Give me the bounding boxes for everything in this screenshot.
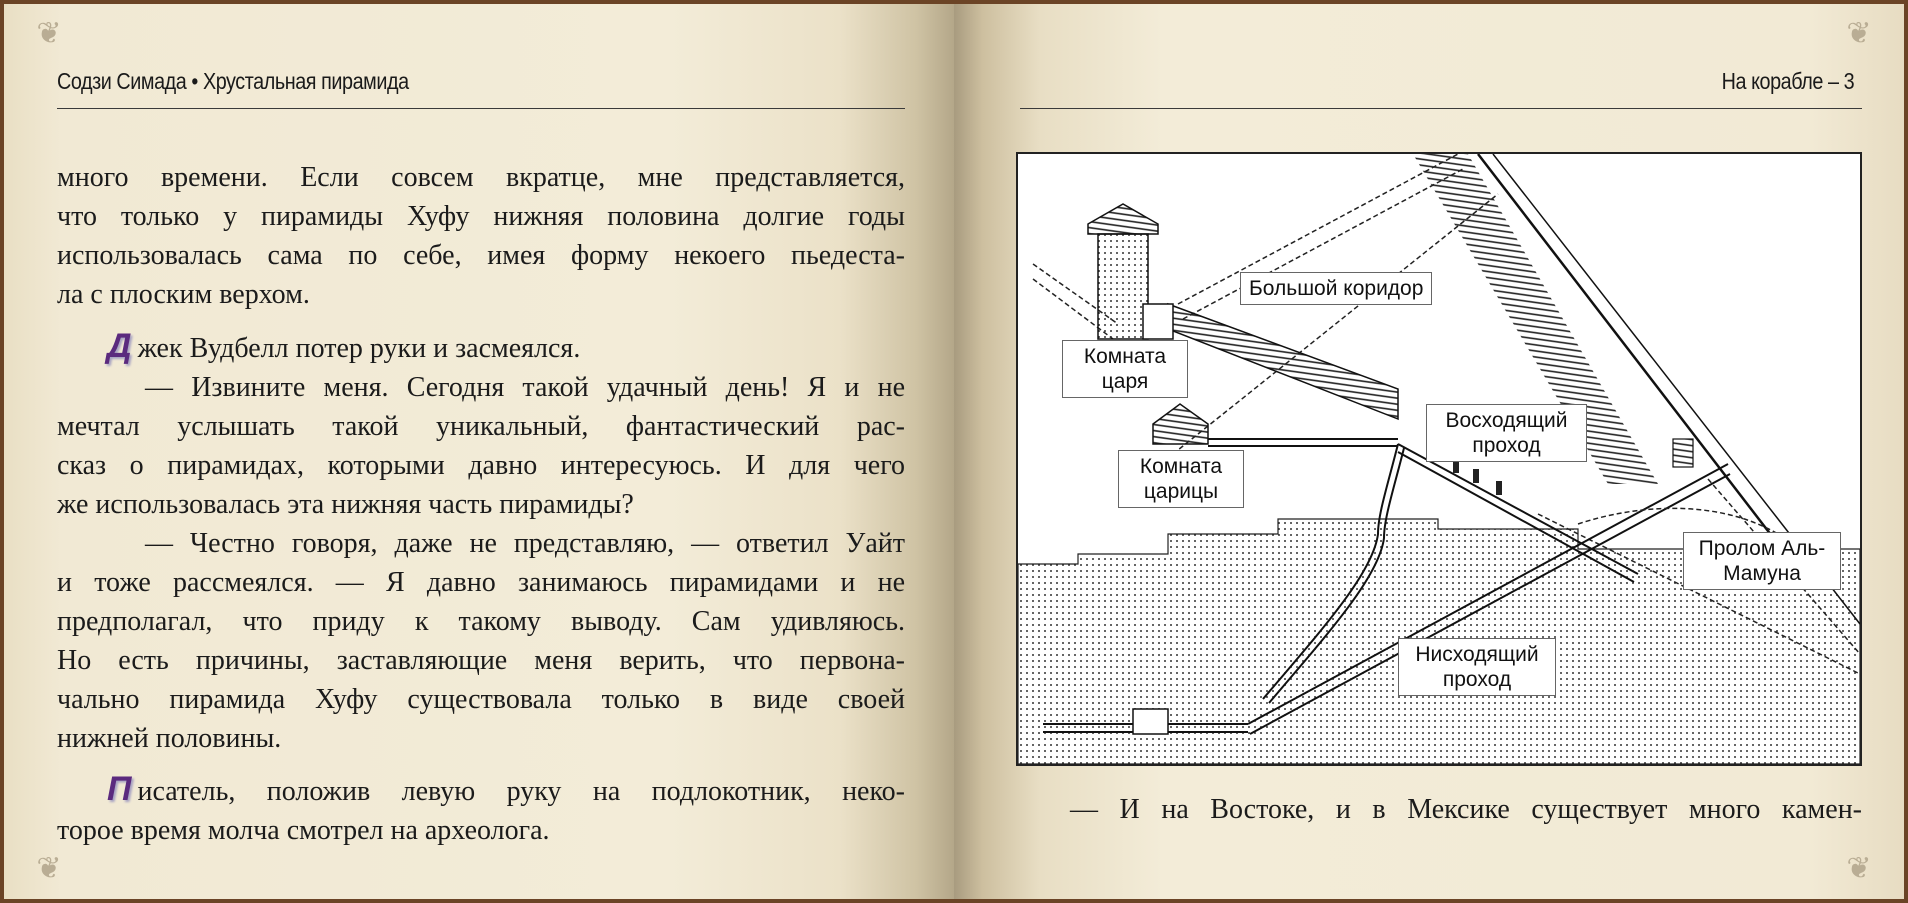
label-kings-chamber: Комната царя (1062, 340, 1188, 398)
label-ascending-passage: Восходящий проход (1426, 404, 1587, 462)
text-line: мечтал услышать такой уникальный, фантастический рас- (57, 411, 905, 442)
label-al-mamun-breach: Пролом Аль-Мамуна (1683, 532, 1841, 590)
paragraph-1 (57, 158, 905, 314)
ornament-corner-icon: ❦ (1846, 851, 1872, 886)
header-divider (57, 108, 905, 109)
text-line: много времени. Если совсем вкратце, мне представляется, (57, 162, 905, 193)
text-line: — Извините меня. Сегодня такой удачный день! Я и не (145, 372, 905, 403)
label-grand-gallery: Большой коридор (1240, 272, 1432, 305)
right-page (954, 4, 1904, 899)
label-descending-passage: Нисходящий проход (1398, 638, 1556, 696)
text-line (57, 770, 905, 811)
text-line: использовалась сама по себе, имея форму некоего пьедеста- (57, 240, 905, 271)
ornament-corner-icon: ❦ (36, 16, 62, 51)
paragraph-2 (57, 327, 905, 758)
text-line: — И на Востоке, и в Мексике существует много камен- (1070, 794, 1862, 825)
drop-cap: Д (107, 327, 132, 365)
drop-cap: П (107, 770, 132, 808)
book-title-header: Содзи Симада • Хрустальная пирамида (57, 68, 409, 94)
pyramid-diagram (1016, 152, 1862, 766)
paragraph-right-1 (1070, 790, 1862, 829)
label-queens-chamber: Комната царицы (1118, 450, 1244, 508)
ornament-corner-icon: ❦ (1846, 16, 1872, 51)
text-line: нижней половины. (57, 723, 282, 754)
header-divider (1020, 108, 1862, 109)
ornament-corner-icon: ❦ (36, 851, 62, 886)
text-line: чально пирамида Хуфу существовала только в виде своей (57, 684, 905, 715)
chapter-header: На корабле – 3 (1721, 68, 1854, 94)
text-line: что только у пирамиды Хуфу нижняя половина долгие годы (57, 201, 905, 232)
paragraph-3 (57, 770, 905, 850)
text-line (57, 327, 905, 368)
text-line: — Честно говоря, даже не представляю, — ответил Уайт (145, 528, 905, 559)
text-line: сказ о пирамидах, которыми давно интересуюсь. И для чего (57, 450, 905, 481)
text-line: торое время молча смотрел на археолога. (57, 815, 550, 846)
text-line: и тоже рассмеялся. — Я давно занимаюсь пирамидами и не (57, 567, 905, 598)
text-line: предполагал, что приду к такому выводу. Сам удивляюсь. (57, 606, 905, 637)
text-segment: исатель, положив левую руку на подлокотник, неко- (137, 776, 905, 807)
text-line: же использовалась эта нижняя часть пирамиды? (57, 489, 634, 520)
text-line: Но есть причины, заставляющие меня верить, что первона- (57, 645, 905, 676)
text-segment: жек Вудбелл потер руки и засмеялся. (137, 333, 581, 364)
text-line: ла с плоским верхом. (57, 279, 310, 310)
left-page (4, 4, 954, 899)
